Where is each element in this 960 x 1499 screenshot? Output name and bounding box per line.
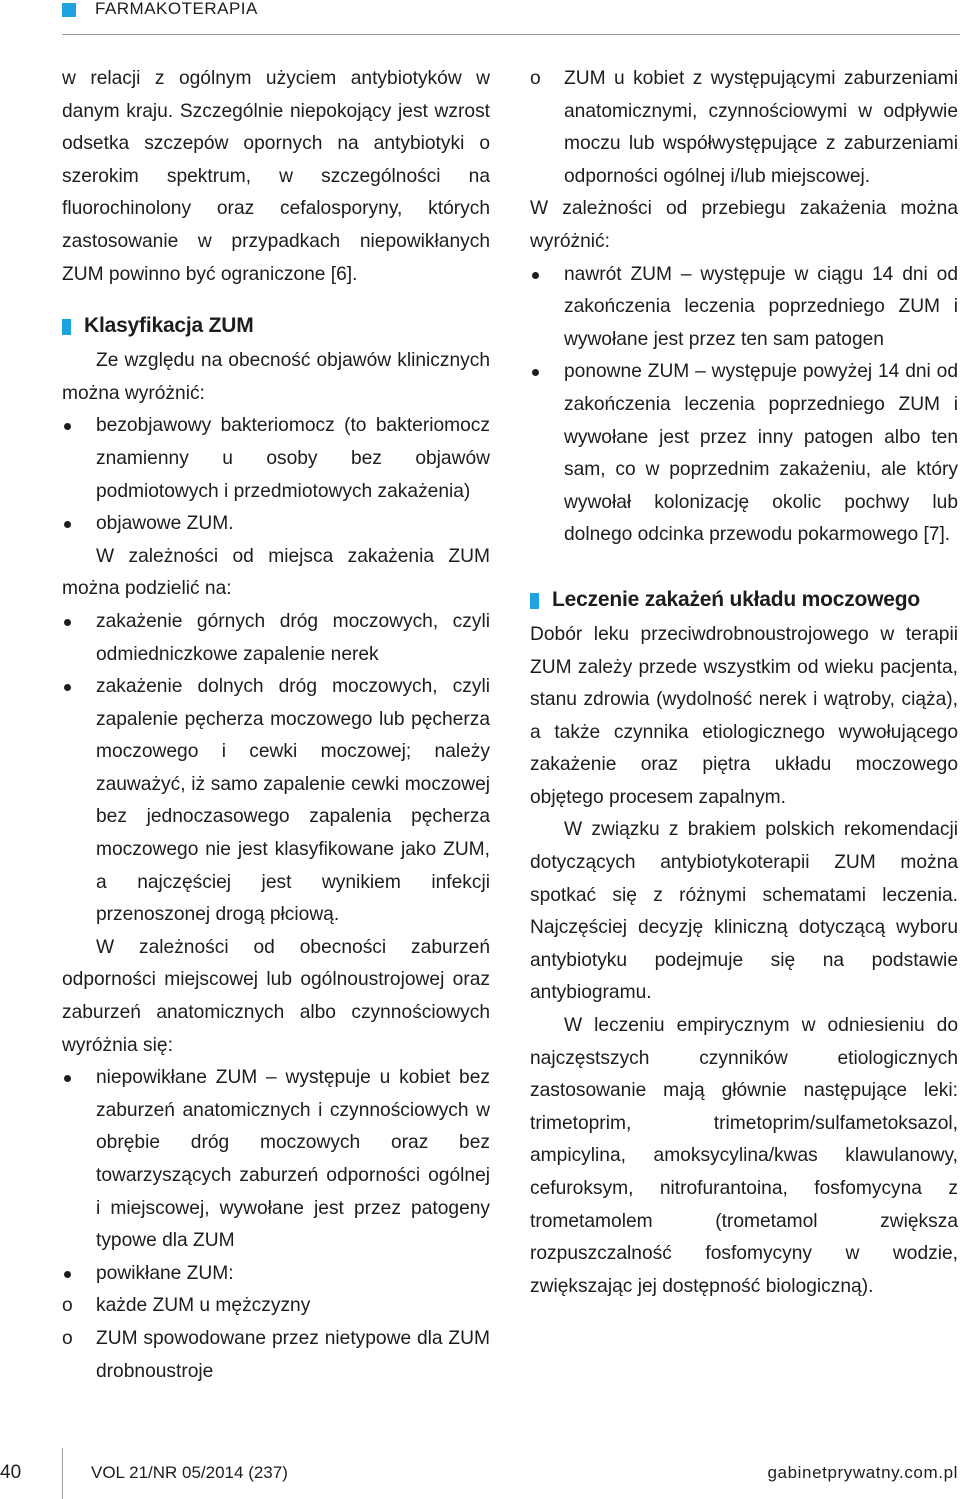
circle-bullet-icon: o [62, 1295, 73, 1317]
issue-info: VOL 21/NR 05/2014 (237) [91, 1463, 288, 1482]
list-item: objawowe ZUM. [62, 508, 490, 541]
right-column [530, 63, 958, 1303]
section-title: FARMAKOTERAPIA [95, 0, 258, 18]
page-footer [0, 1440, 960, 1499]
bullet-icon [64, 619, 71, 626]
bullet-list [62, 606, 490, 932]
list-item: powikłane ZUM: [62, 1258, 490, 1291]
bullet-icon [532, 369, 539, 376]
paragraph: W leczeniu empirycznym w odniesieniu do najczęstszych czynników etiologicznych zastosowanie mają głównie następujące leki: trimetoprim, trimetoprim/sulfametoksazol, ampicylina, amoksycylina/kwas klawulanowy, cefuroksym, nitrofurantoina, fosfomycyna z trometamolem (trometamol zwiększa rozpuszczalność fosfomycyny w wodzie, zwiększając jej dostępność biologiczną). [530, 1015, 958, 1297]
sub-list-item: o ZUM u kobiet z występującymi zaburzeniami anatomicznymi, czynnościowymi w odpływie moczu lub współwystępujące z zaburzeniami odporności ogólnej i/lub miejscowej. [530, 63, 958, 193]
list-item: niepowikłane ZUM – występuje u kobiet bez zaburzeń anatomicznych i czynnościowych w obrębie dróg moczowych oraz bez towarzyszących zaburzeń odporności ogólnej i miejscowej, wywołane jest przez patogeny typowe dla ZUM [62, 1062, 490, 1258]
site-url: gabinetprywatny.com.pl [767, 1463, 958, 1482]
footer-divider [62, 1448, 63, 1499]
bullet-icon [64, 1075, 71, 1082]
heading-text: Leczenie zakażeń układu moczowego [552, 587, 921, 611]
bullet-list [530, 259, 958, 552]
heading-marker [530, 593, 539, 609]
heading-text: Klasyfikacja ZUM [84, 314, 254, 338]
section-marker [62, 3, 76, 17]
list-item: zakażenie dolnych dróg moczowych, czyli zapalenie pęcherza moczowego lub pęcherza moczowego i cewki moczowej; należy zauważyć, iż samo zapalenie cewki moczowej bez jednoczasowego zapalenia pęcherza moczowego nie jest klasyfikowane jako ZUM, a najczęściej jest wynikiem infekcji przenoszonej drogą płciową. [62, 671, 490, 932]
bullet-icon [64, 423, 71, 430]
intro-paragraph: w relacji z ogólnym użyciem antybiotyków w danym kraju. Szczególnie niepokojący jest wzrost odsetka szczepów opornych na antybiotyki o szerokim spektrum, w szczególności na fluorochinolony oraz cefalosporyny, których zastosowanie w przypadkach niepowikłanych ZUM powinno być ograniczone [6]. [62, 68, 490, 285]
list-item: nawrót ZUM – występuje w ciągu 14 dni od zakończenia leczenia poprzedniego ZUM i wywołane jest przez ten sam patogen [530, 259, 958, 357]
page-header [62, 0, 960, 36]
bullet-icon [64, 1271, 71, 1278]
list-item: zakażenie górnych dróg moczowych, czyli odmiedniczkowe zapalenie nerek [62, 606, 490, 671]
paragraph: W związku z brakiem polskich rekomendacji dotyczących antybiotykoterapii ZUM można spotkać się z różnymi schematami leczenia. Najczęściej decyzję kliniczną dotyczącą wyboru antybiotyku podejmuje się na podstawie antybiogramu. [530, 819, 958, 1004]
left-column [62, 63, 490, 1388]
paragraph: W zależności od obecności zaburzeń odporności miejscowej lub ogólnoustrojowej oraz zaburzeń anatomicznych albo czynnościowych wyróżnia się: [62, 936, 490, 1056]
sub-list-continuation [530, 63, 958, 193]
bullet-icon [64, 521, 71, 528]
circle-bullet-icon: o [62, 1327, 73, 1349]
paragraph: Ze względu na obecność objawów klinicznych można wyróżnić: [62, 350, 490, 404]
bullet-icon [64, 684, 71, 691]
sub-list-item: o każde ZUM u mężczyzny [62, 1290, 490, 1323]
section-heading-klasyfikacja [62, 309, 490, 343]
section-heading-leczenie [530, 583, 958, 617]
page-number: 40 [0, 1462, 22, 1483]
header-divider [62, 34, 960, 35]
list-item: bezobjawowy bakteriomocz (to bakteriomocz znamienny u osoby bez objawów podmiotowych i przedmiotowych zakażenia) [62, 410, 490, 508]
paragraph: W zależności od miejsca zakażenia ZUM można podzielić na: [62, 545, 490, 600]
list-item: ponowne ZUM – występuje powyżej 14 dni od zakończenia leczenia poprzedniego ZUM i wywołane jest przez inny patogen albo ten sam, co w poprzednim zakażeniu, ale który wywołał kolonizację okolic pochwy lub dolnego odcinka przewodu pokarmowego [7]. [530, 356, 958, 552]
paragraph: W zależności od przebiegu zakażenia można wyróżnić: [530, 198, 958, 252]
bullet-list [62, 410, 490, 540]
heading-marker [62, 319, 71, 335]
bullet-list [62, 1062, 490, 1388]
paragraph: Dobór leku przeciwdrobnoustrojowego w terapii ZUM zależy przede wszystkim od wieku pacjenta, stanu zdrowia (wydolność nerek i wątroby, ciąża), a także czynnika etiologicznego wywołującego zakażenie oraz piętra układu moczowego objętego procesem zapalnym. [530, 623, 958, 808]
circle-bullet-icon: o [530, 68, 541, 89]
bullet-icon [532, 272, 539, 279]
sub-list-item: o ZUM spowodowane przez nietypowe dla ZUM drobnoustroje [62, 1323, 490, 1388]
